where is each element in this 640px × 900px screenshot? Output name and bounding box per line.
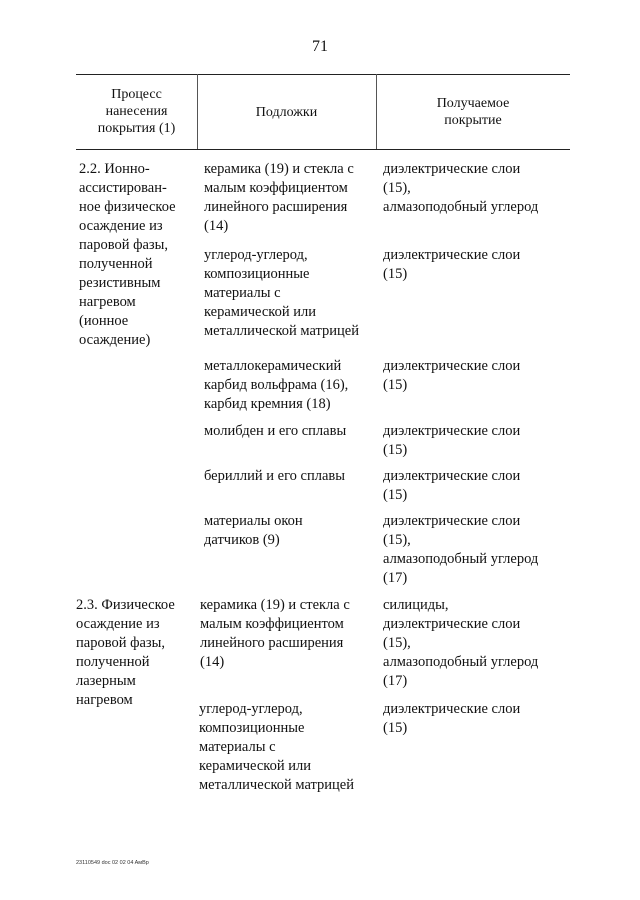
page-number: 71: [312, 38, 328, 55]
coating-cell: диэлектрические слои (15): [383, 468, 521, 503]
footer-doc-code: 23110549 doc 02 02 04 AмBp: [76, 860, 149, 866]
substrate-cell: бериллий и его сплавы: [204, 468, 345, 484]
substrate-cell: материалы окон датчиков (9): [204, 513, 303, 548]
substrate-cell: керамика (19) и стекла с малым коэффициентом линейного расширения (14): [200, 597, 350, 670]
table-top-rule: [76, 74, 570, 75]
substrate-cell: молибден и его сплавы: [204, 423, 347, 439]
coating-cell: диэлектрические слои (15), алмазоподобный углерод: [383, 161, 539, 215]
coating-cell: диэлектрические слои (15), алмазоподобный углерод (17): [383, 513, 539, 586]
column-header-coating: Получаемое покрытие: [436, 96, 510, 128]
substrate-cell: металлокерамический карбид вольфрама (16), карбид кремния (18): [204, 358, 349, 412]
coating-cell: диэлектрические слои (15): [383, 423, 521, 458]
coating-cell: диэлектрические слои (15): [383, 358, 521, 393]
column-header-substrate: Подложки: [255, 105, 318, 120]
column-header-process: Процесс нанесения покрытия (1): [97, 87, 176, 136]
coating-cell: диэлектрические слои (15): [383, 247, 521, 282]
substrate-cell: керамика (19) и стекла с малым коэффициентом линейного расширения (14): [204, 161, 354, 234]
process-cell-2-3: 2.3. Физическое осаждение из паровой фазы, полученной лазерным нагревом: [76, 597, 175, 708]
substrate-cell: углерод-углерод, композиционные материалы с керамической или металлической матрицей: [204, 247, 360, 339]
table-header-rule: [76, 149, 570, 150]
coating-cell: силициды, диэлектрические слои (15), алмазоподобный углерод (17): [383, 597, 539, 689]
process-cell-2-2: 2.2. Ионно- ассистирован- ное физическое осаждение из паровой фазы, полученной резистивным нагревом (ионное осаждение): [79, 161, 176, 348]
substrate-cell: углерод-углерод, композиционные материалы с керамической или металлической матрицей: [199, 701, 355, 793]
coating-cell: диэлектрические слои (15): [383, 701, 521, 736]
